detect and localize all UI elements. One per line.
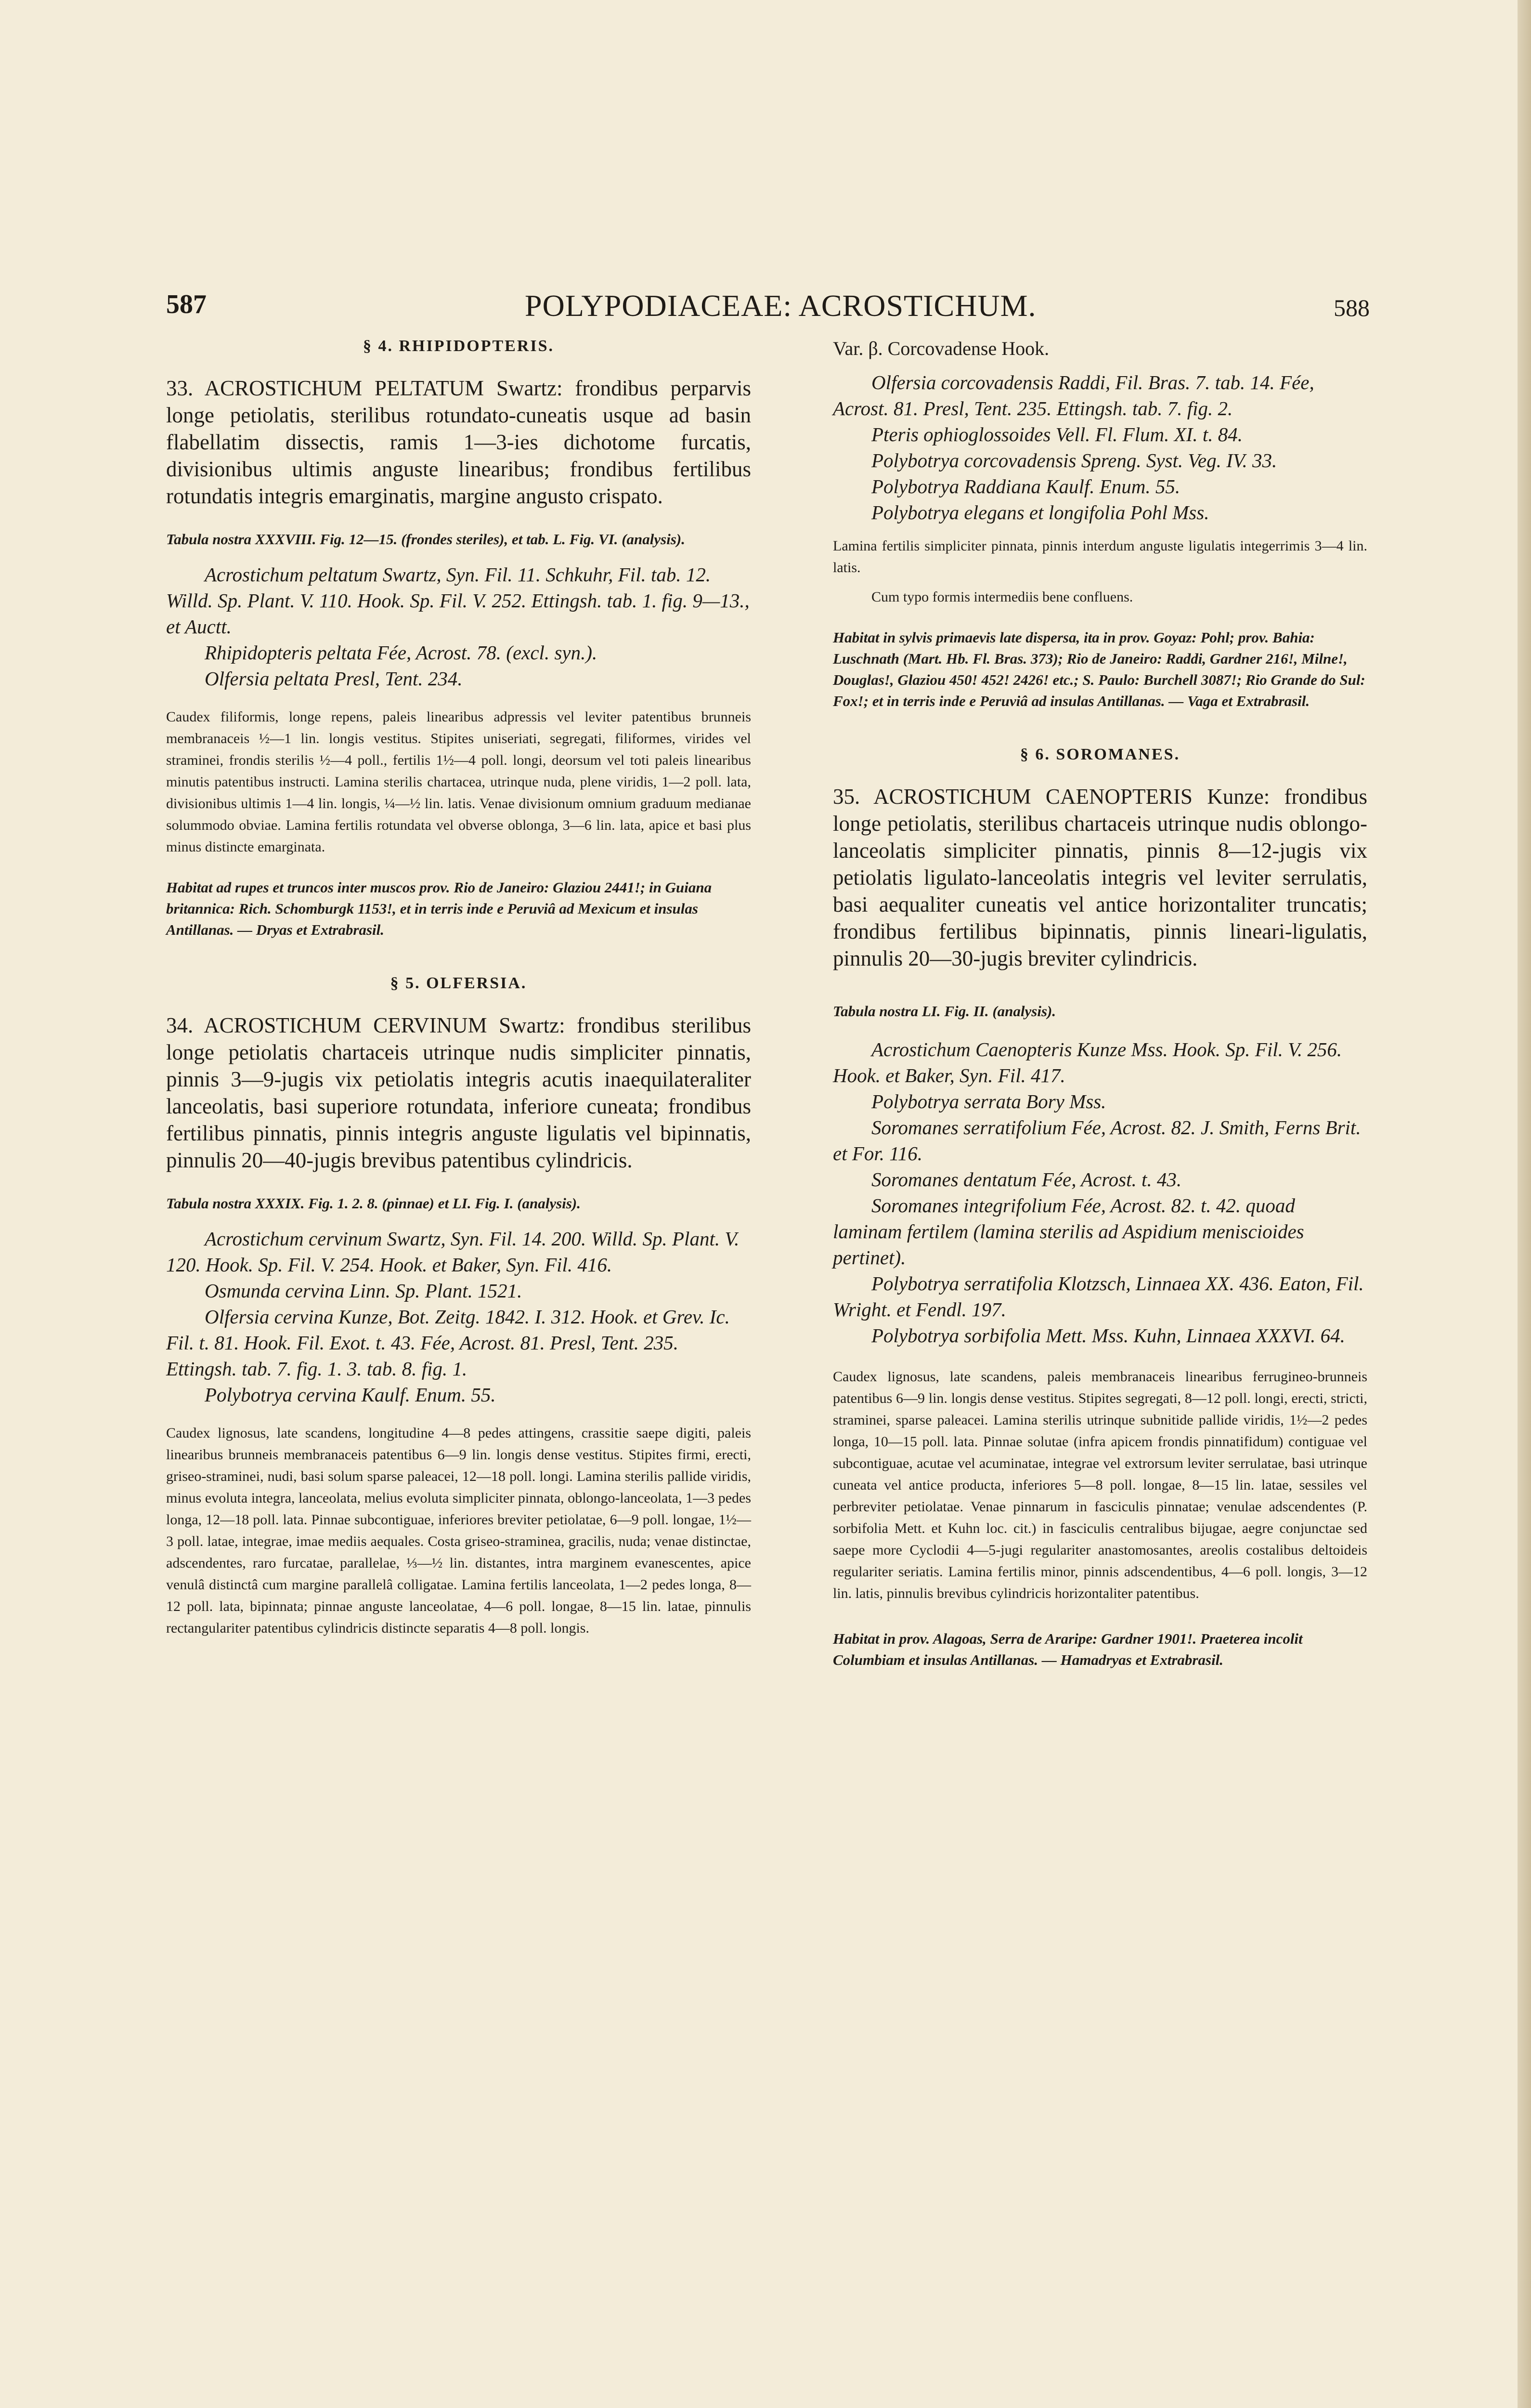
variety-description: Lamina fertilis simpliciter pinnata, pinnis interdum anguste ligulatis integerrimis 3—4 lin. latis. [833,538,1367,576]
synonym: Pteris ophioglossoides Vell. Fl. Flum. XI. t. 84. [871,423,1243,445]
section-heading-olfersia: § 5. OLFERSIA. [390,974,527,992]
synonym: Soromanes serratifolium Fée, Acrost. 82. J. Smith, Ferns Brit. et For. 116. [833,1116,1361,1165]
synonym: Olfersia cervina Kunze, Bot. Zeitg. 1842. I. 312. Hook. et Grev. Ic. Fil. t. 81. Hook. Fil. Exot. t. 43. Fée, Acrost. 81. Presl, Tent. 235. Ettingsh. tab. 7. fig. 1. 3. tab. 8. fig. 1. [166,1306,730,1380]
left-column [166,337,751,1639]
plate-reference-33: Tabula nostra XXXVIII. Fig. 12—15. (frondes steriles), et tab. L. Fig. VI. (analysis). [166,531,685,548]
synonym: Polybotrya Raddiana Kaulf. Enum. 55. [871,475,1181,497]
page-number-left: 587 [166,289,207,319]
species-entry-35: 35. ACROSTICHUM CAENOPTERIS Kunze: frondibus longe petiolatis, sterilibus chartaceis utrinque nudis oblongo-lanceolatis simpliciter pinnatis, pinnis 8—12-jugis vix petiolatis ligulato-lanceolatis integris vel leviter serrulatis, basi aequaliter cuneatis vel antice horizontaliter truncatis; frondibus fertilibus bipinnatis, pinnis lineari-ligulatis, pinnulis 20—30-jugis breviter cylindricis. [833,785,1367,970]
synonym: Polybotrya cervina Kaulf. Enum. 55. [205,1384,496,1406]
habitat-variety: Habitat in sylvis primaevis late dispersa, ita in prov. Goyaz: Pohl; prov. Bahia: Luschnath (Mart. Hb. Fl. Bras. 373); Rio de Janeiro: Raddi, Gardner 216!, Milne!, Douglas!, Glaziou 450! 452! 2426! etc.; S. Paulo: Burchell 3087!; Rio Grande do Sul: Fox!; et in terris inde e Peruviâ ad insulas Antillanas. — Vaga et Extrabrasil. [833,629,1365,709]
variety-note: Cum typo formis intermediis bene confluens. [871,589,1133,605]
right-column [833,337,1367,1671]
description-33: Caudex filiformis, longe repens, paleis linearibus adpressis vel leviter patentibus brunneis membranaceis ½—1 lin. longis vestitus. Stipites uniseriati, segregati, filiformes, virides vel straminei, frondis sterilis ½—4 poll., fertilis 1½—4 poll. longi, deorsum vel toti paleis linearibus minutis patentibus instructi. Lamina sterilis chartacea, utrinque nuda, plene viridis, 1—2 poll. lata, divisionibus ultimis 1—4 lin. longis, ¼—½ lin. latis. Venae divisionum omnium graduum medianae solummodo obviae. Lamina fertilis rotundata vel obverse oblonga, 3—6 lin. lata, apice et basi plus minus distincte emarginata. [166,709,751,855]
species-entry-33: 33. ACROSTICHUM PELTATUM Swartz: frondibus perparvis longe petiolatis, sterilibus rotundato-cuneatis usque ad basin flabellatim dissectis, ramis 1—3-ies dichotome furcatis, divisionibus ultimis anguste linearibus; frondibus fertilibus rotundatis integris emarginatis, margine angusto crispato. [166,376,751,508]
habitat-33: Habitat ad rupes et truncos inter muscos prov. Rio de Janeiro: Glaziou 2441!; in Guiana britannica: Rich. Schomburgk 1153!, et in terris inde e Peruviâ ad Mexicum et insulas Antillanas. — Dryas et Extrabrasil. [166,879,712,938]
synonym: Polybotrya sorbifolia Mett. Mss. Kuhn, Linnaea XXXVI. 64. [871,1324,1345,1347]
synonym: Olfersia peltata Presl, Tent. 234. [205,667,463,690]
synonymy-variety [833,369,1367,525]
plate-reference-35: Tabula nostra LI. Fig. II. (analysis). [833,1003,1056,1020]
habitat-35: Habitat in prov. Alagoas, Serra de Araripe: Gardner 1901!. Praeterea incolit Columbiam et insulas Antillanas. — Hamadryas et Extrabrasil. [833,1630,1303,1668]
synonymy-35 [833,1036,1367,1348]
synonym: Polybotrya serratifolia Klotzsch, Linnaea XX. 436. Eaton, Fil. Wright. et Fendl. 197. [833,1272,1364,1321]
synonym: Osmunda cervina Linn. Sp. Plant. 1521. [205,1280,522,1302]
synonymy-33 [166,562,751,692]
synonymy-34 [166,1226,751,1408]
synonym: Soromanes dentatum Fée, Acrost. t. 43. [871,1168,1182,1191]
page-edge [1518,0,1531,2408]
species-entry-34: 34. ACROSTICHUM CERVINUM Swartz: frondibus sterilibus longe petiolatis chartaceis utrinque nudis simpliciter pinnatis, pinnis 3—9-jugis vix petiolatis integris acutis inaequilateraliter lanceolatis, basi superiore rotundata, inferiore cuneata; frondibus fertilibus pinnatis, pinnis integris anguste ligulatis vel bipinnatis, pinnulis 20—40-jugis brevibus patentibus cylindricis. [166,1013,751,1172]
section-heading-rhipidopteris: § 4. RHIPIDOPTERIS. [363,337,555,355]
running-title: POLYPODIACEAE: ACROSTICHUM. [525,288,1037,323]
section-heading-soromanes: § 6. SOROMANES. [1020,746,1181,763]
synonym: Polybotrya elegans et longifolia Pohl Mss. [871,501,1209,523]
synonym: Acrostichum Caenopteris Kunze Mss. Hook. Sp. Fil. V. 256. Hook. et Baker, Syn. Fil. 417. [833,1038,1342,1086]
synonym: Polybotrya serrata Bory Mss. [871,1090,1106,1112]
synonym: Polybotrya corcovadensis Spreng. Syst. Veg. IV. 33. [871,449,1277,471]
variety-heading: Var. β. Corcovadense Hook. [833,338,1050,359]
synonym: Soromanes integrifolium Fée, Acrost. 82. t. 42. quoad laminam fertilem (lamina sterilis ad Aspidium meniscioides pertinet). [833,1194,1304,1269]
page-number-right: 588 [1334,294,1370,321]
description-34: Caudex lignosus, late scandens, longitudine 4—8 pedes attingens, crassitie saepe digiti, paleis linearibus brunneis membranaceis patentibus 6—9 lin. longis dense vestitus. Stipites firmi, erecti, griseo-straminei, nudi, basi solum sparse paleacei, 12—18 poll. longi. Lamina sterilis pallide viridis, minus evoluta integra, lanceolata, melius evoluta simpliciter pinnata, oblongo-lanceolata, 1—3 pedes longa, 12—18 poll. lata. Pinnae subcontiguae, inferiores breviter petiolatae, 6—9 poll. longae, 1½—3 poll. latae, integrae, imae mediis aequales. Costa griseo-straminea, gracilis, nuda; venae distinctae, adscendentes, raro furcatae, parallelae, ⅓—½ lin. distantes, intra marginem evanescentes, apice venulâ distinctâ cum margine parallelâ colligatae. Lamina fertilis lanceolata, 1—2 pedes longa, 8—12 poll. lata, bipinnata; pinnae anguste lanceolatae, 4—6 poll. longae, 8—15 lin. latae, pinnulis rectangulariter patentibus cylindricis distincte separatis 4—8 poll. longis. [166,1425,751,1636]
synonym: Olfersia corcovadensis Raddi, Fil. Bras. 7. tab. 14. Fée, Acrost. 81. Presl, Tent. 235. Ettingsh. tab. 7. fig. 2. [833,371,1314,419]
plate-reference-34: Tabula nostra XXXIX. Fig. 1. 2. 8. (pinnae) et LI. Fig. I. (analysis). [166,1195,581,1212]
description-35: Caudex lignosus, late scandens, paleis membranaceis linearibus ferrugineo-brunneis patentibus 6—9 lin. longis dense vestitus. Stipites segregati, 8—12 poll. longi, erecti, stricti, straminei, sparse paleacei. Lamina sterilis utrinque subnitide pallide viridis, 1½—2 pedes longa, 10—15 poll. lata. Pinnae solutae (infra apicem frondis pinnatifidum) contiguae vel subcontiguae, acutae vel acuminatae, integrae vel extrorsum leviter serrulatae, basi utrinque cuneata vel antice producta, inferiores 5—8 poll. longae, 8—15 lin. latae, sessiles vel perbreviter petiolatae. Venae pinnarum in fasciculis pinnatae; venulae adscendentes (P. sorbifolia Mett. et Kuhn loc. cit.) in fasciculis centralibus bijugae, aegre conjunctae sed saepe more Cyclodii 4—5-jugi regulariter anastomosantes, areolis costalibus deltoideis regulariter seriatis. Lamina fertilis minor, pinnis adscendentibus, 4—6 poll. longis, 3—12 lin. latis, pinnulis brevibus cylindricis horizontaliter patentibus. [833,1369,1367,1601]
synonym: Acrostichum peltatum Swartz, Syn. Fil. 11. Schkuhr, Fil. tab. 12. Willd. Sp. Plant. V. 110. Hook. Sp. Fil. V. 252. Ettingsh. tab. 1. fig. 9—13., et Auctt. [166,563,750,638]
synonym: Acrostichum cervinum Swartz, Syn. Fil. 14. 200. Willd. Sp. Plant. V. 120. Hook. Sp. Fil. V. 254. Hook. et Baker, Syn. Fil. 416. [166,1228,740,1276]
synonym: Rhipidopteris peltata Fée, Acrost. 78. (excl. syn.). [205,641,597,664]
